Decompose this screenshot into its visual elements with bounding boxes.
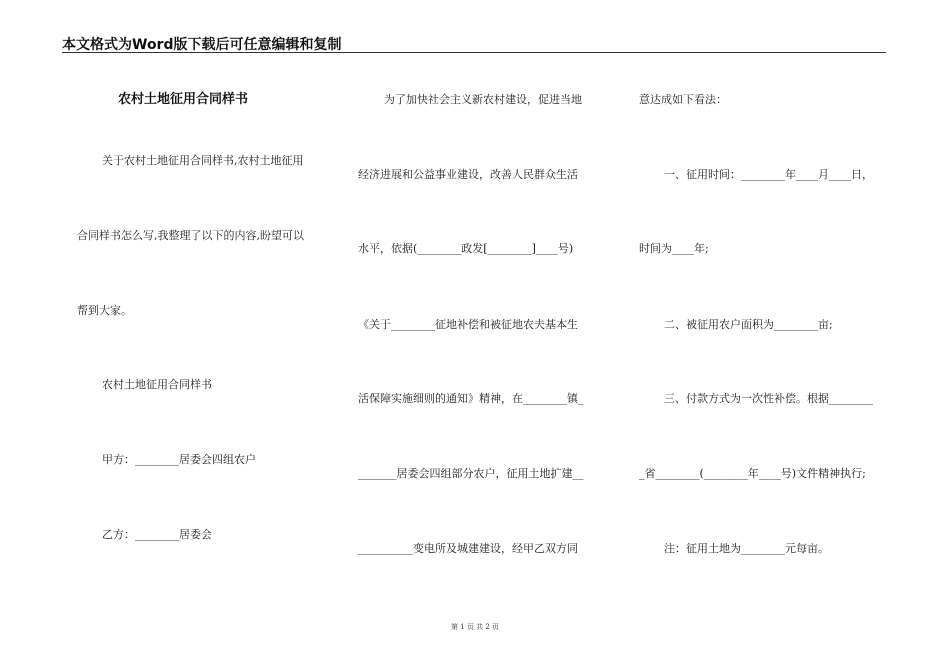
paragraph-line: 《关于________征地补偿和被征地农夫基本生 <box>358 318 578 331</box>
paragraph-line: 活保障实施细则的通知》精神，在________镇_ <box>358 392 584 405</box>
paragraph-line: 意达成如下看法： <box>639 93 727 106</box>
term-area-line: 二、被征用农户面积为________亩; <box>664 318 833 331</box>
paragraph-line: 经济进展和公益事业建设，改善人民群众生活 <box>358 168 578 181</box>
page-number: 第 1 页 共 2 页 <box>450 623 500 631</box>
note-line: 注：征用土地为________元每亩。 <box>664 542 829 555</box>
subtitle-line: 农村土地征用合同样书 <box>102 378 212 391</box>
paragraph-line: 时间为____年; <box>639 242 709 255</box>
paragraph-line: 关于农村土地征用合同样书,农村土地征用 <box>102 154 304 167</box>
term-payment-line: 三、付款方式为一次性补偿。根据________ <box>664 392 873 405</box>
paragraph-line: 为了加快社会主义新农村建设，促进当地 <box>384 93 582 106</box>
party-b-line: 乙方：________居委会 <box>102 528 212 541</box>
party-a-line: 甲方：________居委会四组农户 <box>102 453 256 466</box>
term-time-line: 一、征用时间：________年____月____日， <box>664 168 873 181</box>
paragraph-line: __________变电所及城建建设，经甲乙双方同 <box>358 542 578 555</box>
header-rule <box>62 52 886 53</box>
paragraph-line: 水平，依据(________政发[________]____号) <box>358 242 574 255</box>
paragraph-line: 合同样书怎么写,我整理了以下的内容,盼望可以 <box>77 229 304 242</box>
paragraph-line: _省________(________年____号)文件精神执行; <box>639 467 866 480</box>
paragraph-line: _______居委会四组部分农户，征用土地扩建__ <box>358 467 584 480</box>
document-title: 农村土地征用合同样书 <box>118 92 249 107</box>
paragraph-line: 帮到大家。 <box>77 304 132 317</box>
document-header: 本文格式为Word版下载后可任意编辑和复制 <box>62 37 342 53</box>
